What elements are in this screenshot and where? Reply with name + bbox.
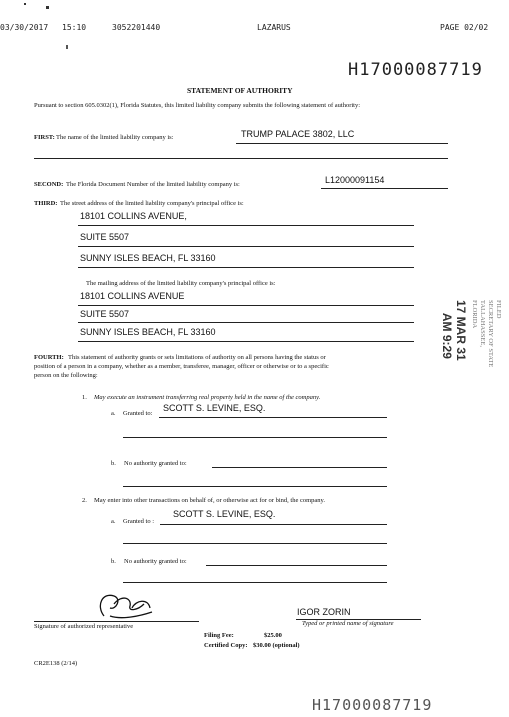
item1-number: 1.: [82, 394, 87, 401]
third-text: The street address of the limited liability company's principal office is:: [60, 200, 244, 207]
fourth-text-line-2: position of a person in a company, whether as a member, transferee, manager, officer or otherwise or to a specific: [34, 363, 329, 370]
printed-name-value: IGOR ZORIN: [297, 607, 351, 617]
field-line: [212, 467, 387, 468]
field-line: [159, 417, 387, 418]
field-line: [34, 158, 448, 159]
second-text: The Florida Document Number of the limited liability company is:: [66, 181, 240, 188]
item2-a-label: a.: [111, 518, 116, 525]
field-line: [123, 543, 387, 544]
fourth-label: FOURTH:: [34, 354, 64, 361]
document-number-value: L12000091154: [325, 175, 385, 185]
field-line: [78, 341, 414, 342]
fax-page: PAGE 02/02: [440, 23, 489, 32]
scan-speck: [66, 45, 68, 49]
item1-text: May execute an instrument transferring real property held in the name of the company.: [94, 394, 321, 401]
field-line: [78, 246, 414, 247]
signature-caption: Signature of authorized representative: [34, 623, 134, 630]
item1-a-label: a.: [111, 410, 116, 417]
fourth-text-line-3: person on the following:: [34, 372, 98, 379]
item2-number: 2.: [82, 497, 87, 504]
stamp-filed: FILED: [495, 300, 502, 319]
fax-date: 03/30/2017: [0, 23, 49, 32]
field-line: [123, 437, 387, 438]
field-line: [160, 524, 387, 525]
item2-granted-to-value: SCOTT S. LEVINE, ESQ.: [173, 509, 276, 519]
field-line: [206, 565, 387, 566]
certified-copy-value: $30.00 (optional): [253, 642, 300, 649]
field-line: [123, 486, 387, 487]
certified-copy-label: Certified Copy:: [204, 642, 248, 649]
field-line: [236, 143, 448, 144]
stamp-secretary: SECRETARY OF STATE: [487, 300, 494, 368]
mailing-text: The mailing address of the limited liability company's principal office is:: [86, 280, 276, 287]
first-text: The name of the limited liability company is:: [56, 134, 174, 141]
signature-scribble: [92, 586, 162, 626]
fax-time: 15:10: [62, 23, 87, 32]
filing-fee-label: Filing Fee:: [204, 632, 234, 639]
scan-speck: [24, 3, 26, 5]
filing-stamp: [436, 300, 506, 405]
field-line: [321, 188, 448, 189]
street-address-line-1: 18101 COLLINS AVENUE,: [80, 211, 187, 221]
scan-speck: [46, 6, 49, 9]
field-line: [123, 582, 387, 583]
stamp-time: AM 9:29: [440, 312, 454, 359]
intro-text: Pursuant to section 605.0302(1), Florida Statutes, this limited liability company submits the following statement of authority:: [34, 102, 361, 109]
signature-line: [34, 621, 199, 622]
item1-granted-to-value: SCOTT S. LEVINE, ESQ.: [163, 403, 266, 413]
stamp-city: TALLAHASSEE, FLORIDA: [471, 300, 486, 347]
item1-b-text: No authority granted to:: [124, 460, 187, 467]
stamp-date: 17 MAR 31: [454, 300, 468, 361]
document-number-top: H17000087719: [348, 60, 483, 80]
printed-name-caption: Typed or printed name of signature: [302, 620, 394, 627]
mailing-address-line-1: 18101 COLLINS AVENUE: [80, 291, 185, 301]
item1-a-text: Granted to:: [123, 410, 153, 417]
field-line: [78, 322, 414, 323]
field-line: [78, 267, 414, 268]
fax-phone: 3052201440: [112, 23, 161, 32]
filing-fee-value: $25.00: [264, 632, 282, 639]
first-label: FIRST:: [34, 134, 55, 141]
second-label: SECOND:: [34, 181, 64, 188]
field-line: [78, 225, 414, 226]
item2-a-text: Granted to :: [123, 518, 155, 525]
page-title: STATEMENT OF AUTHORITY: [187, 86, 293, 95]
document-number-bottom: H17000087719: [312, 696, 433, 714]
fourth-text-line-1: This statement of authority grants or sets limitations of authority on all persons having the status or: [68, 354, 326, 361]
field-line: [78, 305, 414, 306]
street-address-line-2: SUITE 5507: [80, 232, 130, 242]
llc-name-value: TRUMP PALACE 3802, LLC: [241, 129, 355, 139]
mailing-address-line-3: SUNNY ISLES BEACH, FL 33160: [80, 327, 216, 337]
form-id: CR2E138 (2/14): [34, 660, 78, 667]
mailing-address-line-2: SUITE 5507: [80, 309, 130, 319]
street-address-line-3: SUNNY ISLES BEACH, FL 33160: [80, 253, 216, 263]
item2-b-text: No authority granted to:: [124, 558, 187, 565]
item2-b-label: b.: [111, 558, 116, 565]
item2-text: May enter into other transactions on behalf of, or otherwise act for or bind, the company.: [94, 497, 325, 504]
third-label: THIRD:: [34, 200, 58, 207]
item1-b-label: b.: [111, 460, 116, 467]
fax-sender: LAZARUS: [257, 23, 291, 32]
